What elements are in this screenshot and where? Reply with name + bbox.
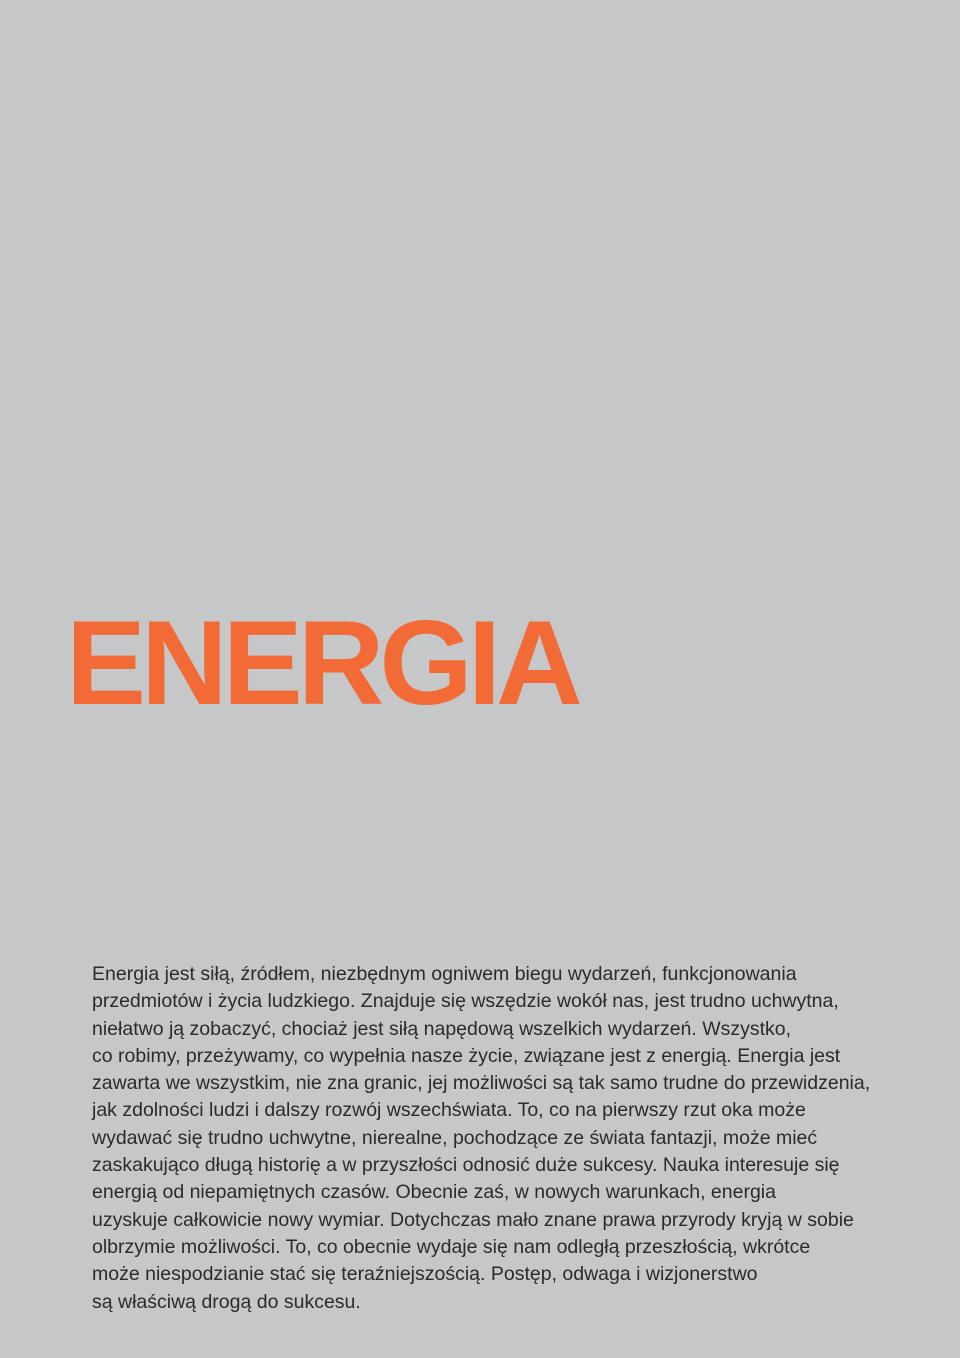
body-paragraph [92, 961, 942, 1316]
body-line: są właściwą drogą do sukcesu. [92, 1290, 361, 1313]
body-line: co robimy, przeżywamy, co wypełnia nasze życie, związane jest z energią. Energia jest [92, 1044, 841, 1067]
body-line: zaskakująco długą historię a w przyszłości odnosić duże sukcesy. Nauka interesuje się [92, 1154, 840, 1177]
body-line: energią od niepamiętnych czasów. Obecnie zaś, w nowych warunkach, energia [92, 1181, 776, 1204]
body-line: wydawać się trudno uchwytne, nierealne, pochodzące ze świata fantazji, może mieć [92, 1126, 818, 1149]
body-line: przedmiotów i życia ludzkiego. Znajduje się wszędzie wokół nas, jest trudno uchwytna, [92, 990, 839, 1013]
body-line: olbrzymie możliwości. To, co obecnie wydaje się nam odległą przeszłością, wkrótce [92, 1235, 811, 1258]
body-line: zawarta we wszystkim, nie zna granic, jej możliwości są tak samo trudne do przewidzenia, [92, 1072, 871, 1095]
body-line: Energia jest siłą, źródłem, niezbędnym ogniwem biegu wydarzeń, funkcjonowania [92, 963, 797, 985]
body-line: może niespodzianie stać się teraźniejszością. Postęp, odwaga i wizjonerstwo [92, 1263, 758, 1286]
body-line: uzyskuje całkowicie nowy wymiar. Dotychczas mało znane prawa przyrody kryją w sobie [92, 1208, 854, 1231]
body-line: niełatwo ją zobaczyć, chociaż jest siłą napędową wszelkich wydarzeń. Wszystko, [92, 1017, 792, 1040]
body-line: jak zdolności ludzi i dalszy rozwój wszechświata. To, co na pierwszy rzut oka może [92, 1099, 806, 1122]
page-title: ENERGIA [66, 596, 578, 730]
